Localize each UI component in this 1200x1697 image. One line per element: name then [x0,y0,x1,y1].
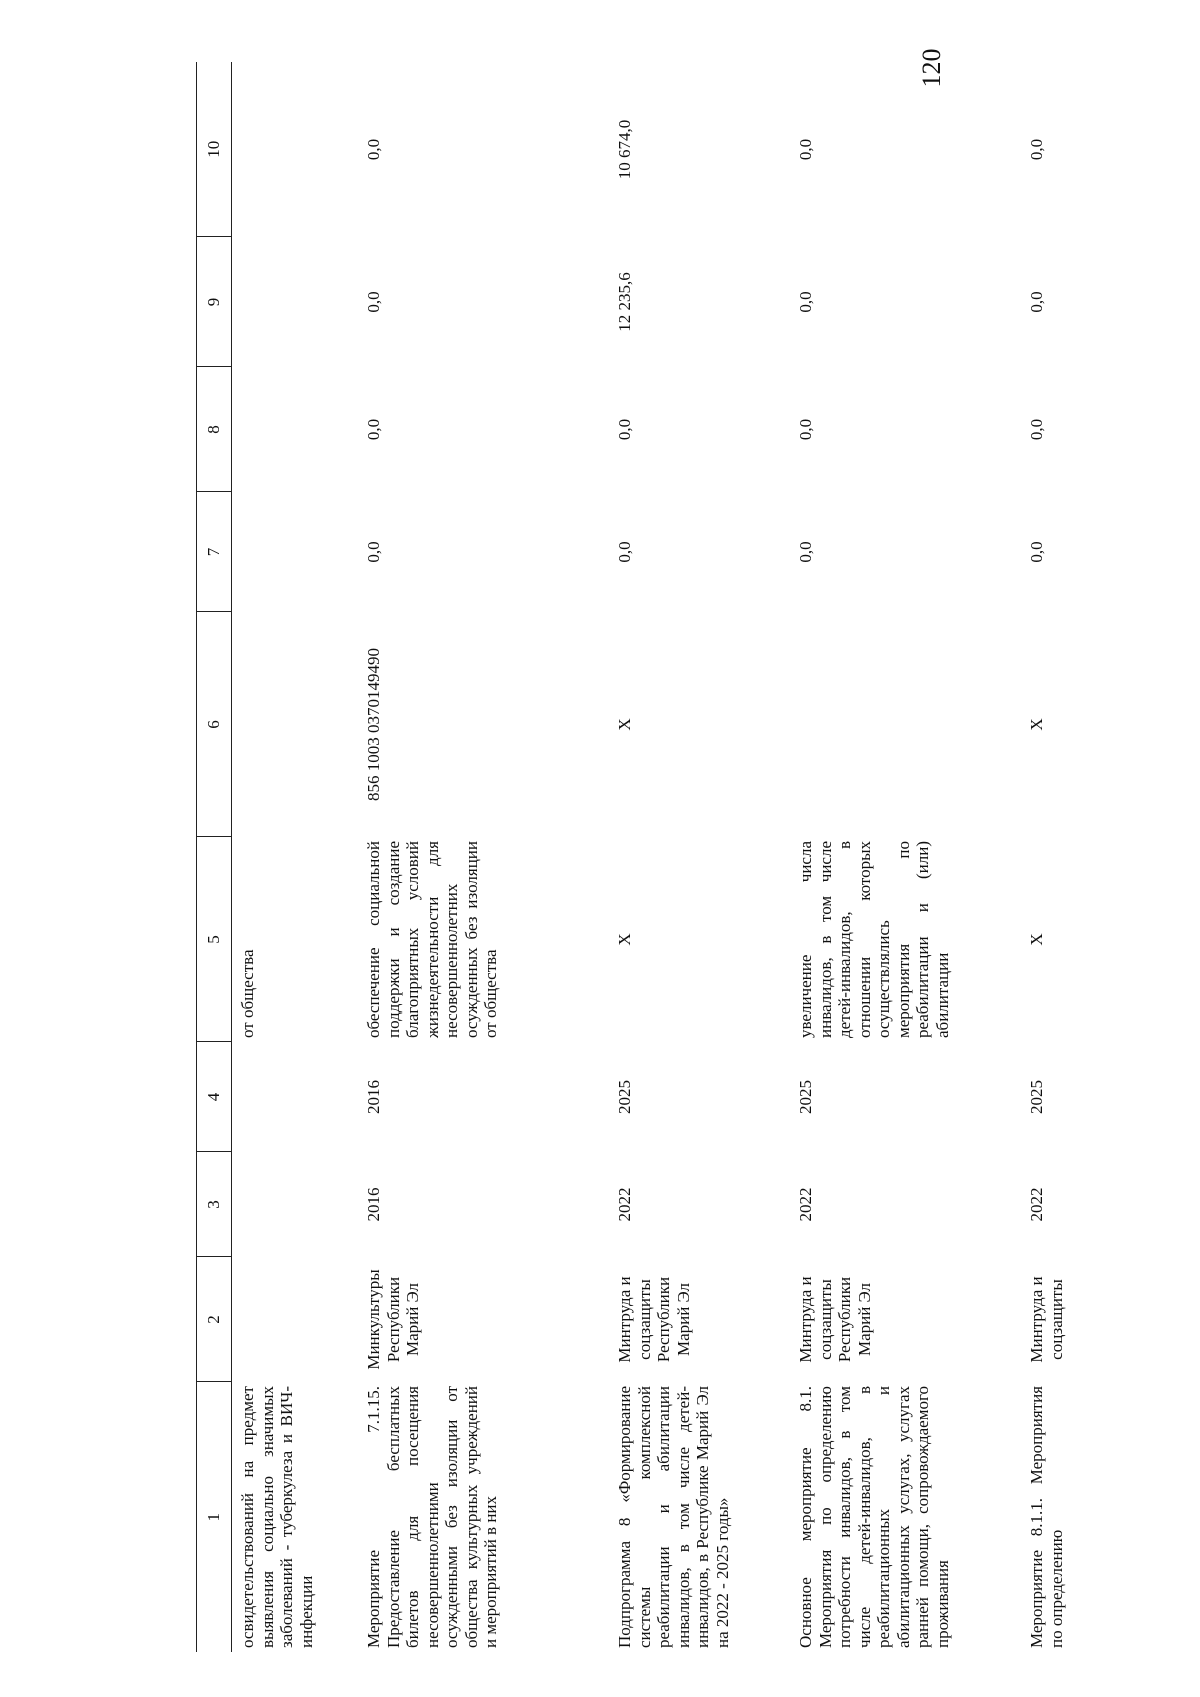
cell-result: Х [615,933,634,946]
cell-result: обеспечение социальной поддержки и создание благоприятных условий жизнедеятельности для несовершеннолетних осужденных без изоляции от общества [364,841,501,1038]
cell-value-7: 0,0 [1027,541,1046,563]
cell-executor: Минтруда и соцзащиты Республики Марий Эл [796,1276,874,1363]
cell-value-10: 0,0 [364,138,383,161]
cell-value-8: 0,0 [796,418,815,441]
cell-end-year [232,1042,359,1152]
page-number: 120 [917,48,946,88]
table-row [790,62,1021,1652]
cell-value-8: 0,0 [615,418,634,441]
cell-value-9: 0,0 [796,291,815,313]
cell-executor: Минтруда и соцзащиты [1027,1276,1066,1363]
cell-value-8: 0,0 [1027,418,1046,441]
rotated-table-container [196,62,1066,1652]
col-header-6: 6 [197,612,232,837]
cell-kbk: 856 1003 0370149490 [364,648,383,801]
table-row [232,62,359,1652]
cell-value-8 [232,367,359,492]
col-header-7: 7 [197,492,232,612]
program-table [196,62,1066,1652]
cell-end-year: 2025 [796,1080,815,1114]
cell-value-7: 0,0 [796,541,815,563]
cell-end-year: 2016 [364,1080,383,1114]
cell-start-year: 2022 [1027,1187,1046,1222]
cell-kbk: Х [1027,718,1046,731]
col-header-9: 9 [197,237,232,367]
cell-measure: Подпрограмма 8 «Формирование системы комплексной реабилитации и абилитации инвалидов, в том числе детей-инвалидов, в Республике Марий Эл на 2022 - 2025 годы» [615,1386,732,1648]
cell-measure: Основное мероприятие 8.1. Мероприятия по определению потребности инвалидов, в том числе детей-инвалидов, в реабилитационных и абилитационных услугах, услугах ранней помощи, сопровождаемого проживания [796,1386,952,1648]
cell-start-year: 2016 [364,1187,383,1222]
col-header-8: 8 [197,367,232,492]
cell-kbk [232,612,359,837]
cell-value-7 [232,492,359,612]
cell-value-9: 0,0 [364,291,383,313]
cell-result: Х [1027,933,1046,946]
cell-end-year: 2025 [615,1080,634,1114]
cell-value-9 [232,237,359,367]
table-row [1021,62,1066,1652]
table-row [609,62,790,1652]
cell-start-year: 2022 [615,1187,634,1222]
cell-value-9: 0,0 [1027,291,1046,313]
cell-measure: Мероприятие 7.1.15. Предоставление бесплатных билетов для посещения несовершеннолетними осужденными без изоляции от общества культурных учреждений и мероприятий в них [364,1386,501,1648]
col-header-3: 3 [197,1152,232,1257]
header-row [197,62,232,1652]
cell-value-10: 0,0 [1027,138,1046,161]
cell-executor: Минтруда и соцзащиты Республики Марий Эл [615,1276,693,1363]
cell-value-7: 0,0 [615,541,634,563]
cell-value-7: 0,0 [364,541,383,563]
cell-start-year: 2022 [796,1187,815,1222]
cell-result: увеличение числа инвалидов, в том числе детей-инвалидов, в отношении которых осуществлялись мероприятия по реабилитации и (или) абилитации [796,841,952,1038]
col-header-2: 2 [197,1257,232,1382]
cell-result: от общества [238,949,257,1038]
cell-value-10 [232,62,359,237]
col-header-5: 5 [197,837,232,1042]
cell-measure: освидетельствований на предмет выявления социально значимых заболеваний - туберкулеза и ВИЧ-инфекции [238,1386,316,1648]
cell-kbk [790,612,1021,837]
cell-value-9: 12 235,6 [615,272,634,332]
table-row [358,62,609,1652]
col-header-4: 4 [197,1042,232,1152]
cell-start-year [232,1152,359,1257]
cell-executor: Минкультуры Республики Марий Эл [364,1269,423,1370]
cell-value-10: 0,0 [796,138,815,161]
cell-value-10: 10 674,0 [615,119,634,180]
cell-executor [232,1257,359,1382]
cell-value-8: 0,0 [364,418,383,441]
col-header-10: 10 [197,62,232,237]
cell-end-year: 2025 [1027,1080,1046,1114]
col-header-1: 1 [197,1382,232,1652]
cell-kbk: Х [615,718,634,731]
cell-measure: Мероприятие 8.1.1. Мероприятия по определению [1027,1386,1066,1648]
